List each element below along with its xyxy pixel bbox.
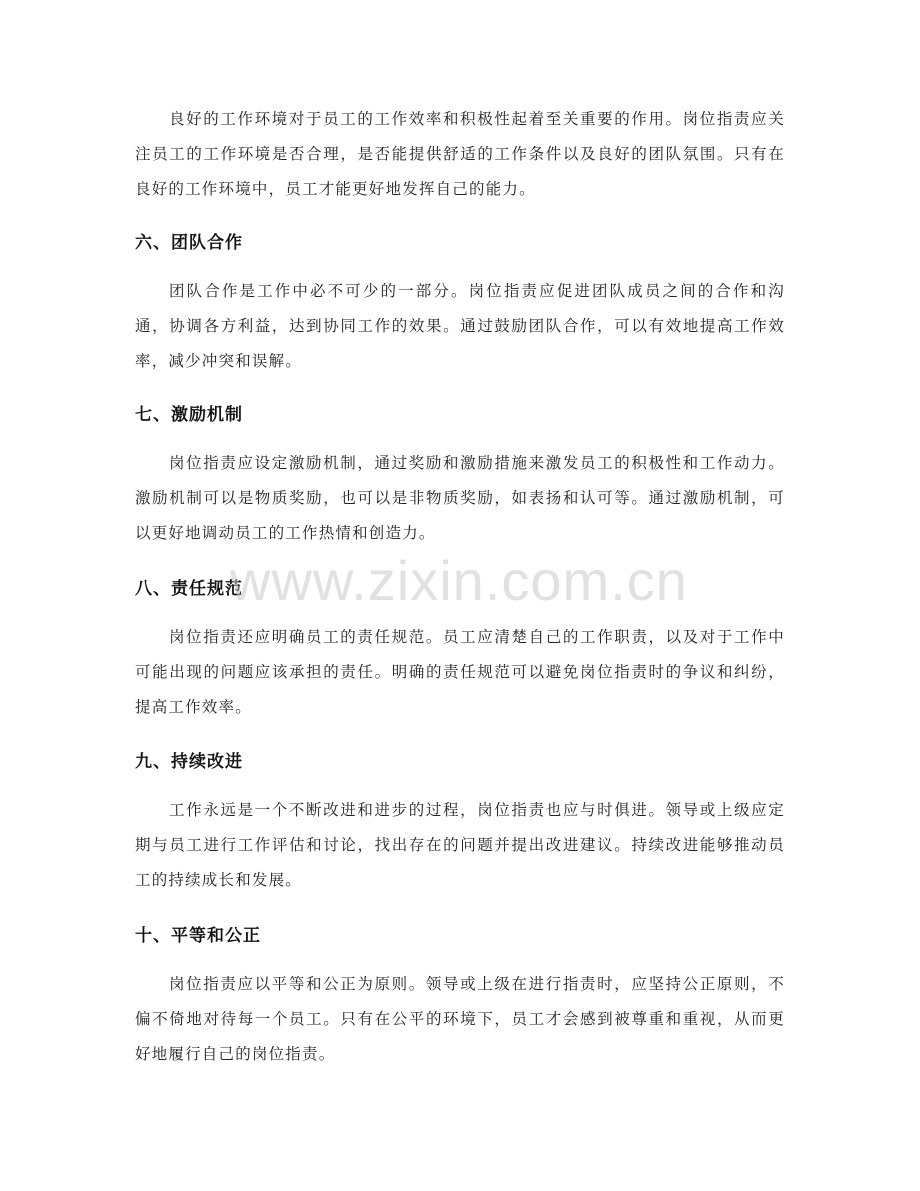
paragraph-equality-fairness: 岗位指责应以平等和公正为原则。领导或上级在进行指责时，应坚持公正原则，不偏不倚地对待每一个员工。只有在公平的环境下，员工才会感到被尊重和重视，从而更好地履行自己的岗位指责。 <box>135 975 785 1063</box>
heading-incentive-mechanism: 七、激励机制 <box>135 405 243 425</box>
paragraph-team-cooperation: 团队合作是工作中必不可少的一部分。岗位指责应促进团队成员之间的合作和沟通，协调各方利益，达到协同工作的效果。通过鼓励团队合作，可以有效地提高工作效率，减少冲突和误解。 <box>135 282 785 370</box>
paragraph-incentive-mechanism: 岗位指责应设定激励机制，通过奖励和激励措施来激发员工的积极性和工作动力。激励机制可以是物质奖励，也可以是非物质奖励，如表扬和认可等。通过激励机制，可以更好地调动员工的工作热情和创造力。 <box>135 454 785 542</box>
paragraph-work-environment: 良好的工作环境对于员工的工作效率和积极性起着至关重要的作用。岗位指责应关注员工的工作环境是否合理，是否能提供舒适的工作条件以及良好的团队氛围。只有在良好的工作环境中，员工才能更好地发挥自己的能力。 <box>135 110 785 198</box>
watermark: www.zixin.com.cn <box>230 549 688 612</box>
heading-continuous-improvement: 九、持续改进 <box>135 752 243 772</box>
heading-equality-fairness: 十、平等和公正 <box>135 926 261 946</box>
heading-responsibility-norms: 八、责任规范 <box>135 579 243 599</box>
heading-team-cooperation: 六、团队合作 <box>135 233 243 253</box>
paragraph-responsibility-norms: 岗位指责还应明确员工的责任规范。员工应清楚自己的工作职责，以及对于工作中可能出现的问题应该承担的责任。明确的责任规范可以避免岗位指责时的争议和纠纷，提高工作效率。 <box>135 628 785 716</box>
paragraph-continuous-improvement: 工作永远是一个不断改进和进步的过程，岗位指责也应与时俱进。领导或上级应定期与员工进行工作评估和讨论，找出存在的问题并提出改进建议。持续改进能够推动员工的持续成长和发展。 <box>135 801 785 889</box>
